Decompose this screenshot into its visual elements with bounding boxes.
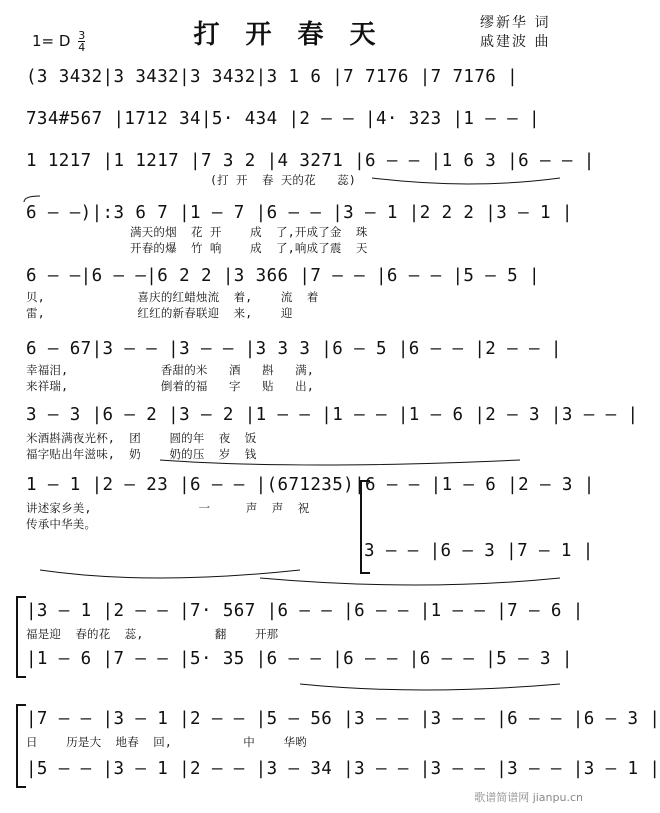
key-label: 1= D [32, 32, 71, 50]
system-9-brace [16, 596, 26, 678]
system-10-brace [16, 704, 26, 788]
score-line-3: 1 1217 |1 1217 |7 3 2 |4 3271 |6 — — |1 6 3 |6 — — | [26, 151, 595, 171]
score-line-2: 734#567 |1712 34|5· 434 |2 — — |4· 323 |1 — — | [26, 109, 540, 129]
score-line-7: 3 — 3 |6 — 2 |3 — 2 |1 — — |1 — — |1 — 6 |2 — 3 |3 — — | [26, 405, 639, 425]
score-line-8-lower: 3 — — |6 — 3 |7 — 1 | [364, 541, 594, 561]
lyric-line-3: (打 开 春 天的花 蕊) [210, 173, 357, 187]
site-watermark: 歌谱简谱网 jianpu.cn [474, 791, 583, 804]
lyric-line-7a: 米酒斟满夜光杯, 团 圆的年 夜 饭 [26, 431, 257, 445]
score-line-5: 6 — —|6 — —|6 2 2 |3 366 |7 — — |6 — — |5 — 5 | [26, 266, 540, 286]
slur-mark [260, 578, 560, 585]
score-line-1: (3 3432|3 3432|3 3432|3 1 6 |7 7176 |7 7176 | [26, 67, 519, 87]
slur-mark [300, 684, 560, 690]
meter-top: 3 [78, 29, 86, 42]
lyric-line-8a: 讲述家乡美, 一 声 声 祝 [26, 501, 310, 515]
lyric-line-5a: 贝, 喜庆的红蜡烛流 着, 流 着 [26, 290, 319, 304]
lyricist-credit: 缪新华 词 [480, 15, 551, 31]
system-8-brace [360, 480, 370, 574]
lyric-line-5b: 雷, 红红的新春联迎 来, 迎 [26, 306, 293, 320]
lyric-line-7b: 福字贴出年滋味, 奶 奶的压 岁 钱 [26, 447, 257, 461]
score-line-10: |7 — — |3 — 1 |2 — — |5 — 56 |3 — — |3 — — |6 — — |6 — 3 | [26, 709, 660, 729]
lyric-line-9: 福是迎 春的花 蕊, 翻 开那 [26, 627, 279, 641]
score-line-9-lower: |1 — 6 |7 — — |5· 35 |6 — — |6 — — |6 — — |5 — 3 | [26, 649, 573, 669]
lyric-line-10: 日 历是大 地春 回, 中 华哟 [26, 735, 307, 749]
lyric-line-4b: 开春的爆 竹 响 成 了,响成了震 天 [130, 241, 368, 255]
lyric-line-6a: 幸福泪, 香甜的米 酒 斟 满, [26, 363, 314, 377]
score-line-10-lower: |5 — — |3 — 1 |2 — — |3 — 34 |3 — — |3 — — |3 — — |3 — 1 | [26, 759, 660, 779]
slur-mark [40, 570, 300, 578]
lyric-line-6b: 来祥瑞, 倒着的福 字 贴 出, [26, 379, 314, 393]
composer-credit: 戚建波 曲 [480, 34, 551, 50]
song-title: 打开春天 [193, 20, 402, 50]
lyric-line-8b: 传承中华美。 [26, 517, 97, 531]
score-line-9: |3 — 1 |2 — — |7· 567 |6 — — |6 — — |1 — — |7 — 6 | [26, 601, 584, 621]
meter-bottom: 4 [78, 41, 86, 54]
score-line-8: 1 — 1 |2 — 23 |6 — — |(671235)|6 — — |1 — 6 |2 — 3 | [26, 475, 595, 495]
score-line-4: 6 — —)|:3 6 7 |1 — 7 |6 — — |3 — 1 |2 2 2 |3 — 1 | [26, 203, 573, 223]
score-line-6: 6 — 67|3 — — |3 — — |3 3 3 |6 — 5 |6 — — |2 — — | [26, 339, 562, 359]
lyric-line-4a: 满天的烟 花 开 成 了,开成了金 珠 [130, 225, 368, 239]
